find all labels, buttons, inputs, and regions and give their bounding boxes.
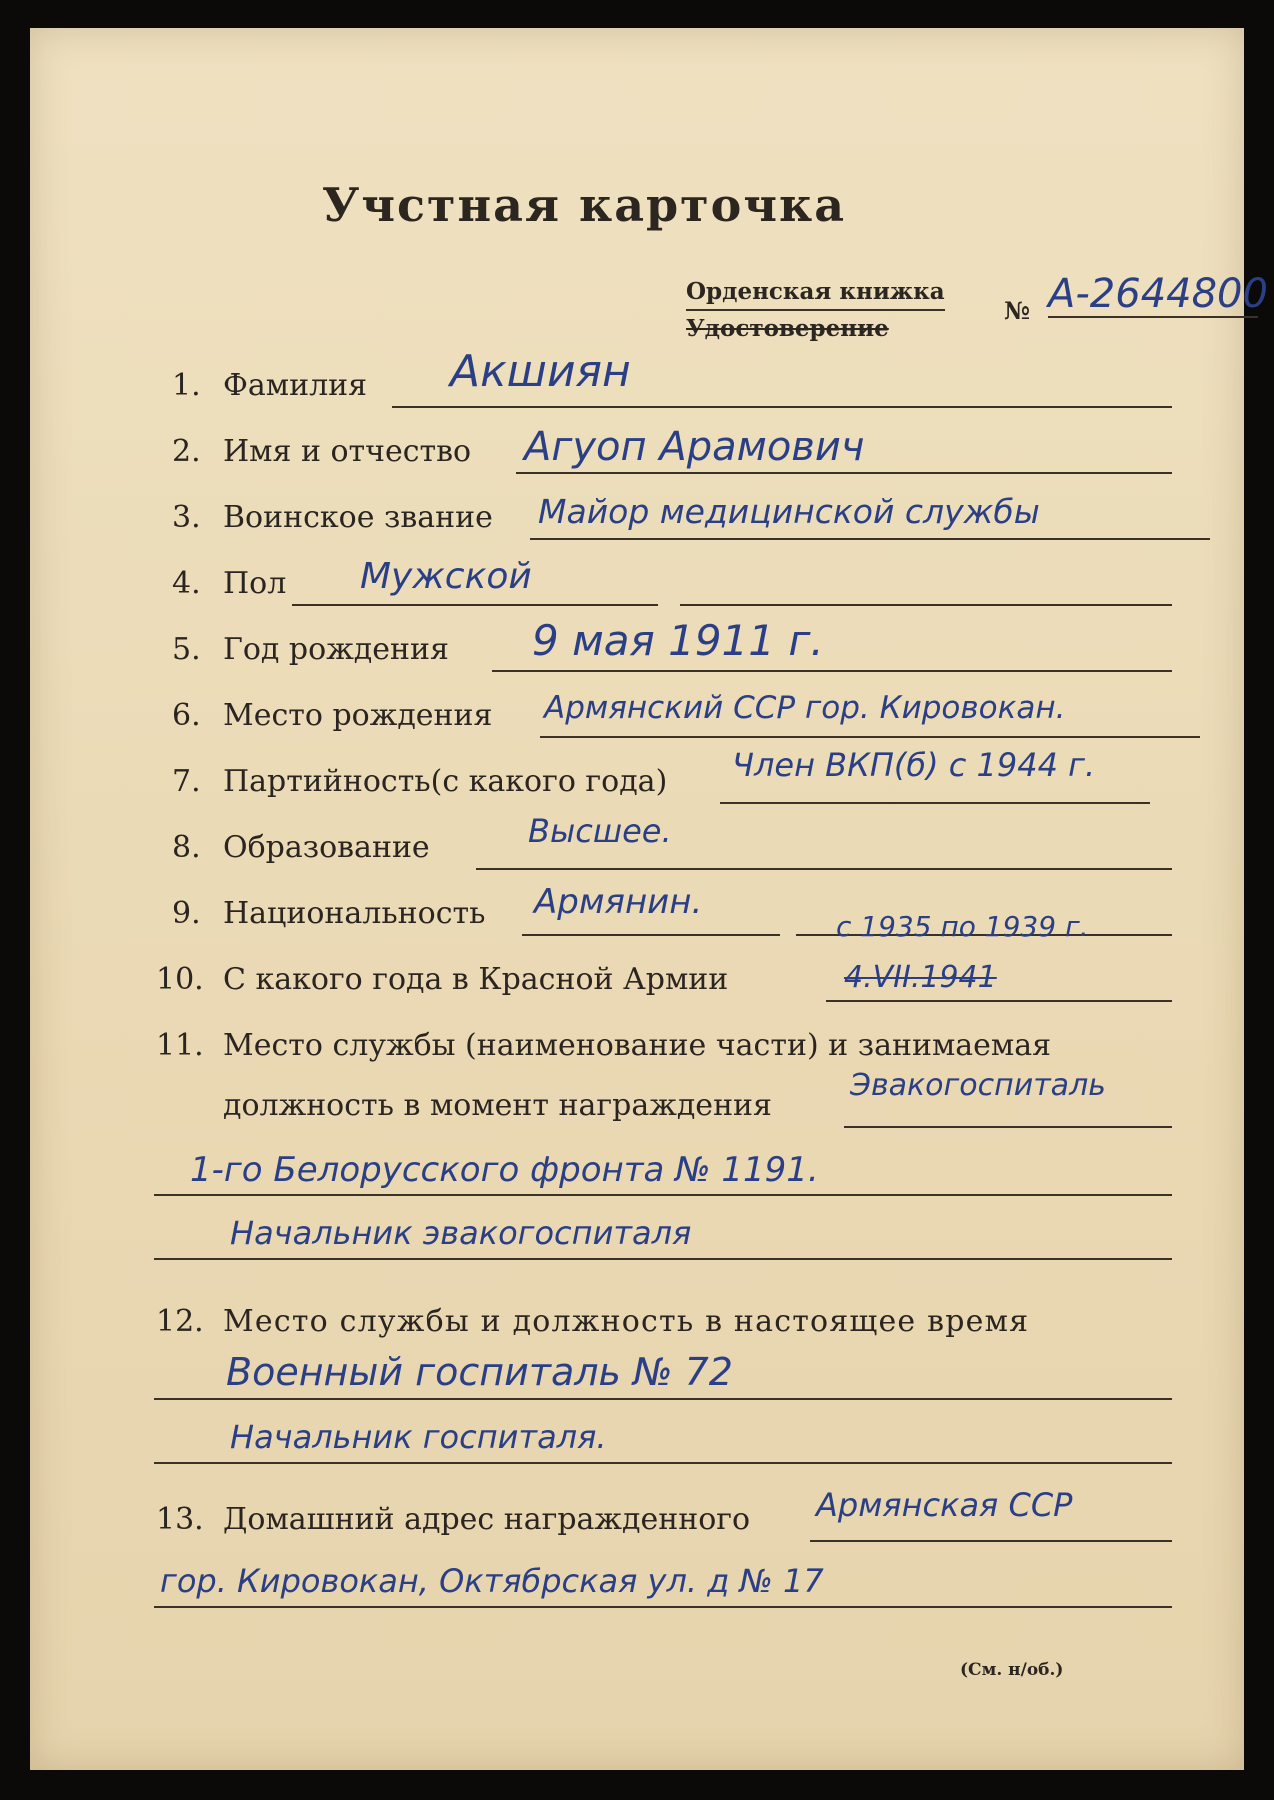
field-13-line [810,1540,1172,1542]
field-8-value: Высшее. [528,812,672,850]
field-5-number: 5. [172,632,201,667]
footer-note: (См. н/об.) [960,1660,1064,1680]
field-12-value-line-2: Военный госпиталь № 72 [226,1350,733,1394]
number-value: А-2644800 [1048,271,1268,317]
field-4-line-b [680,604,1172,606]
field-4-label: Пол [223,566,287,601]
field-5-label: Год рождения [223,632,449,667]
field-3-label: Воинское звание [223,500,493,535]
field-2-value: Агуоп Арамович [524,424,865,470]
field-11-number: 11. [156,1028,204,1063]
card-title: Учстная карточка [322,178,847,232]
field-11-label-2: должность в момент награждения [223,1088,772,1123]
field-6-number: 6. [172,698,201,733]
field-4-value: Мужской [360,556,532,597]
field-12-value-line-3: Начальник госпиталя. [230,1418,607,1456]
field-10-label: С какого года в Красной Армии [223,962,729,997]
registration-card [30,28,1268,1770]
field-13-value-line-2: гор. Кировокан, Октябрская ул. д № 17 [160,1562,824,1600]
field-7-label: Партийность(с какого года) [223,764,668,799]
field-6-line [540,736,1200,738]
field-13-number: 13. [156,1502,204,1537]
field-3-number: 3. [172,500,201,535]
field-2-number: 2. [172,434,201,469]
field-5-line [492,670,1172,672]
field-10-number: 10. [156,962,204,997]
field-9-label: Национальность [223,896,486,931]
field-6-label: Место рождения [223,698,493,733]
field-3-line [530,538,1210,540]
field-4-line-a [292,604,658,606]
field-8-number: 8. [172,830,201,865]
field-8-line [476,868,1172,870]
field-11-value: Эвакогоспиталь [850,1068,1106,1103]
field-7-value: Член ВКП(б) с 1944 г. [732,746,1096,784]
field-10-line [826,1000,1172,1002]
field-12-line-3-rule [154,1462,1172,1464]
field-13-line-2-rule [154,1606,1172,1608]
doc-type-certificate: Удостоверение [686,315,889,342]
field-11-value-line-4: Начальник эвакогоспиталя [230,1214,692,1252]
field-11-line-3-rule [154,1194,1172,1196]
field-6-value: Армянский ССР гор. Кировокан. [544,690,1066,726]
field-13-value: Армянская ССР [816,1486,1073,1524]
field-1-number: 1. [172,368,201,403]
number-label: № [1004,296,1031,325]
field-9-line-a [522,934,780,936]
field-9-value: Армянин. [534,882,703,922]
field-12-line-2-rule [154,1398,1172,1400]
field-7-number: 7. [172,764,201,799]
field-11-line-4-rule [154,1258,1172,1260]
field-4-number: 4. [172,566,201,601]
field-11-line-2-rule [844,1126,1172,1128]
field-3-value: Майор медицинской службы [538,492,1040,531]
field-2-label: Имя и отчество [223,434,472,469]
field-11-label: Место службы (наименование части) и занимаемая [223,1028,1052,1063]
field-2-line [516,472,1172,474]
field-7-line [720,802,1150,804]
field-10-value-correction: с 1935 по 1939 г. [836,910,1089,943]
document-type-block [686,278,945,342]
field-1-line [392,406,1172,408]
field-1-value: Акшиян [450,346,631,397]
doc-type-order-book: Орденская книжка [686,278,945,311]
field-9-number: 9. [172,896,201,931]
field-13-label: Домашний адрес награжденного [223,1502,751,1537]
field-8-label: Образование [223,830,430,865]
field-12-label: Место службы и должность в настоящее время [223,1304,1030,1339]
field-1-label: Фамилия [223,368,368,403]
field-10-value-struck: 4.VII.1941 [844,960,997,995]
field-11-value-line-3: 1-го Белорусского фронта № 1191. [190,1150,819,1190]
field-12-number: 12. [156,1304,204,1339]
field-5-value: 9 мая 1911 г. [532,616,824,665]
